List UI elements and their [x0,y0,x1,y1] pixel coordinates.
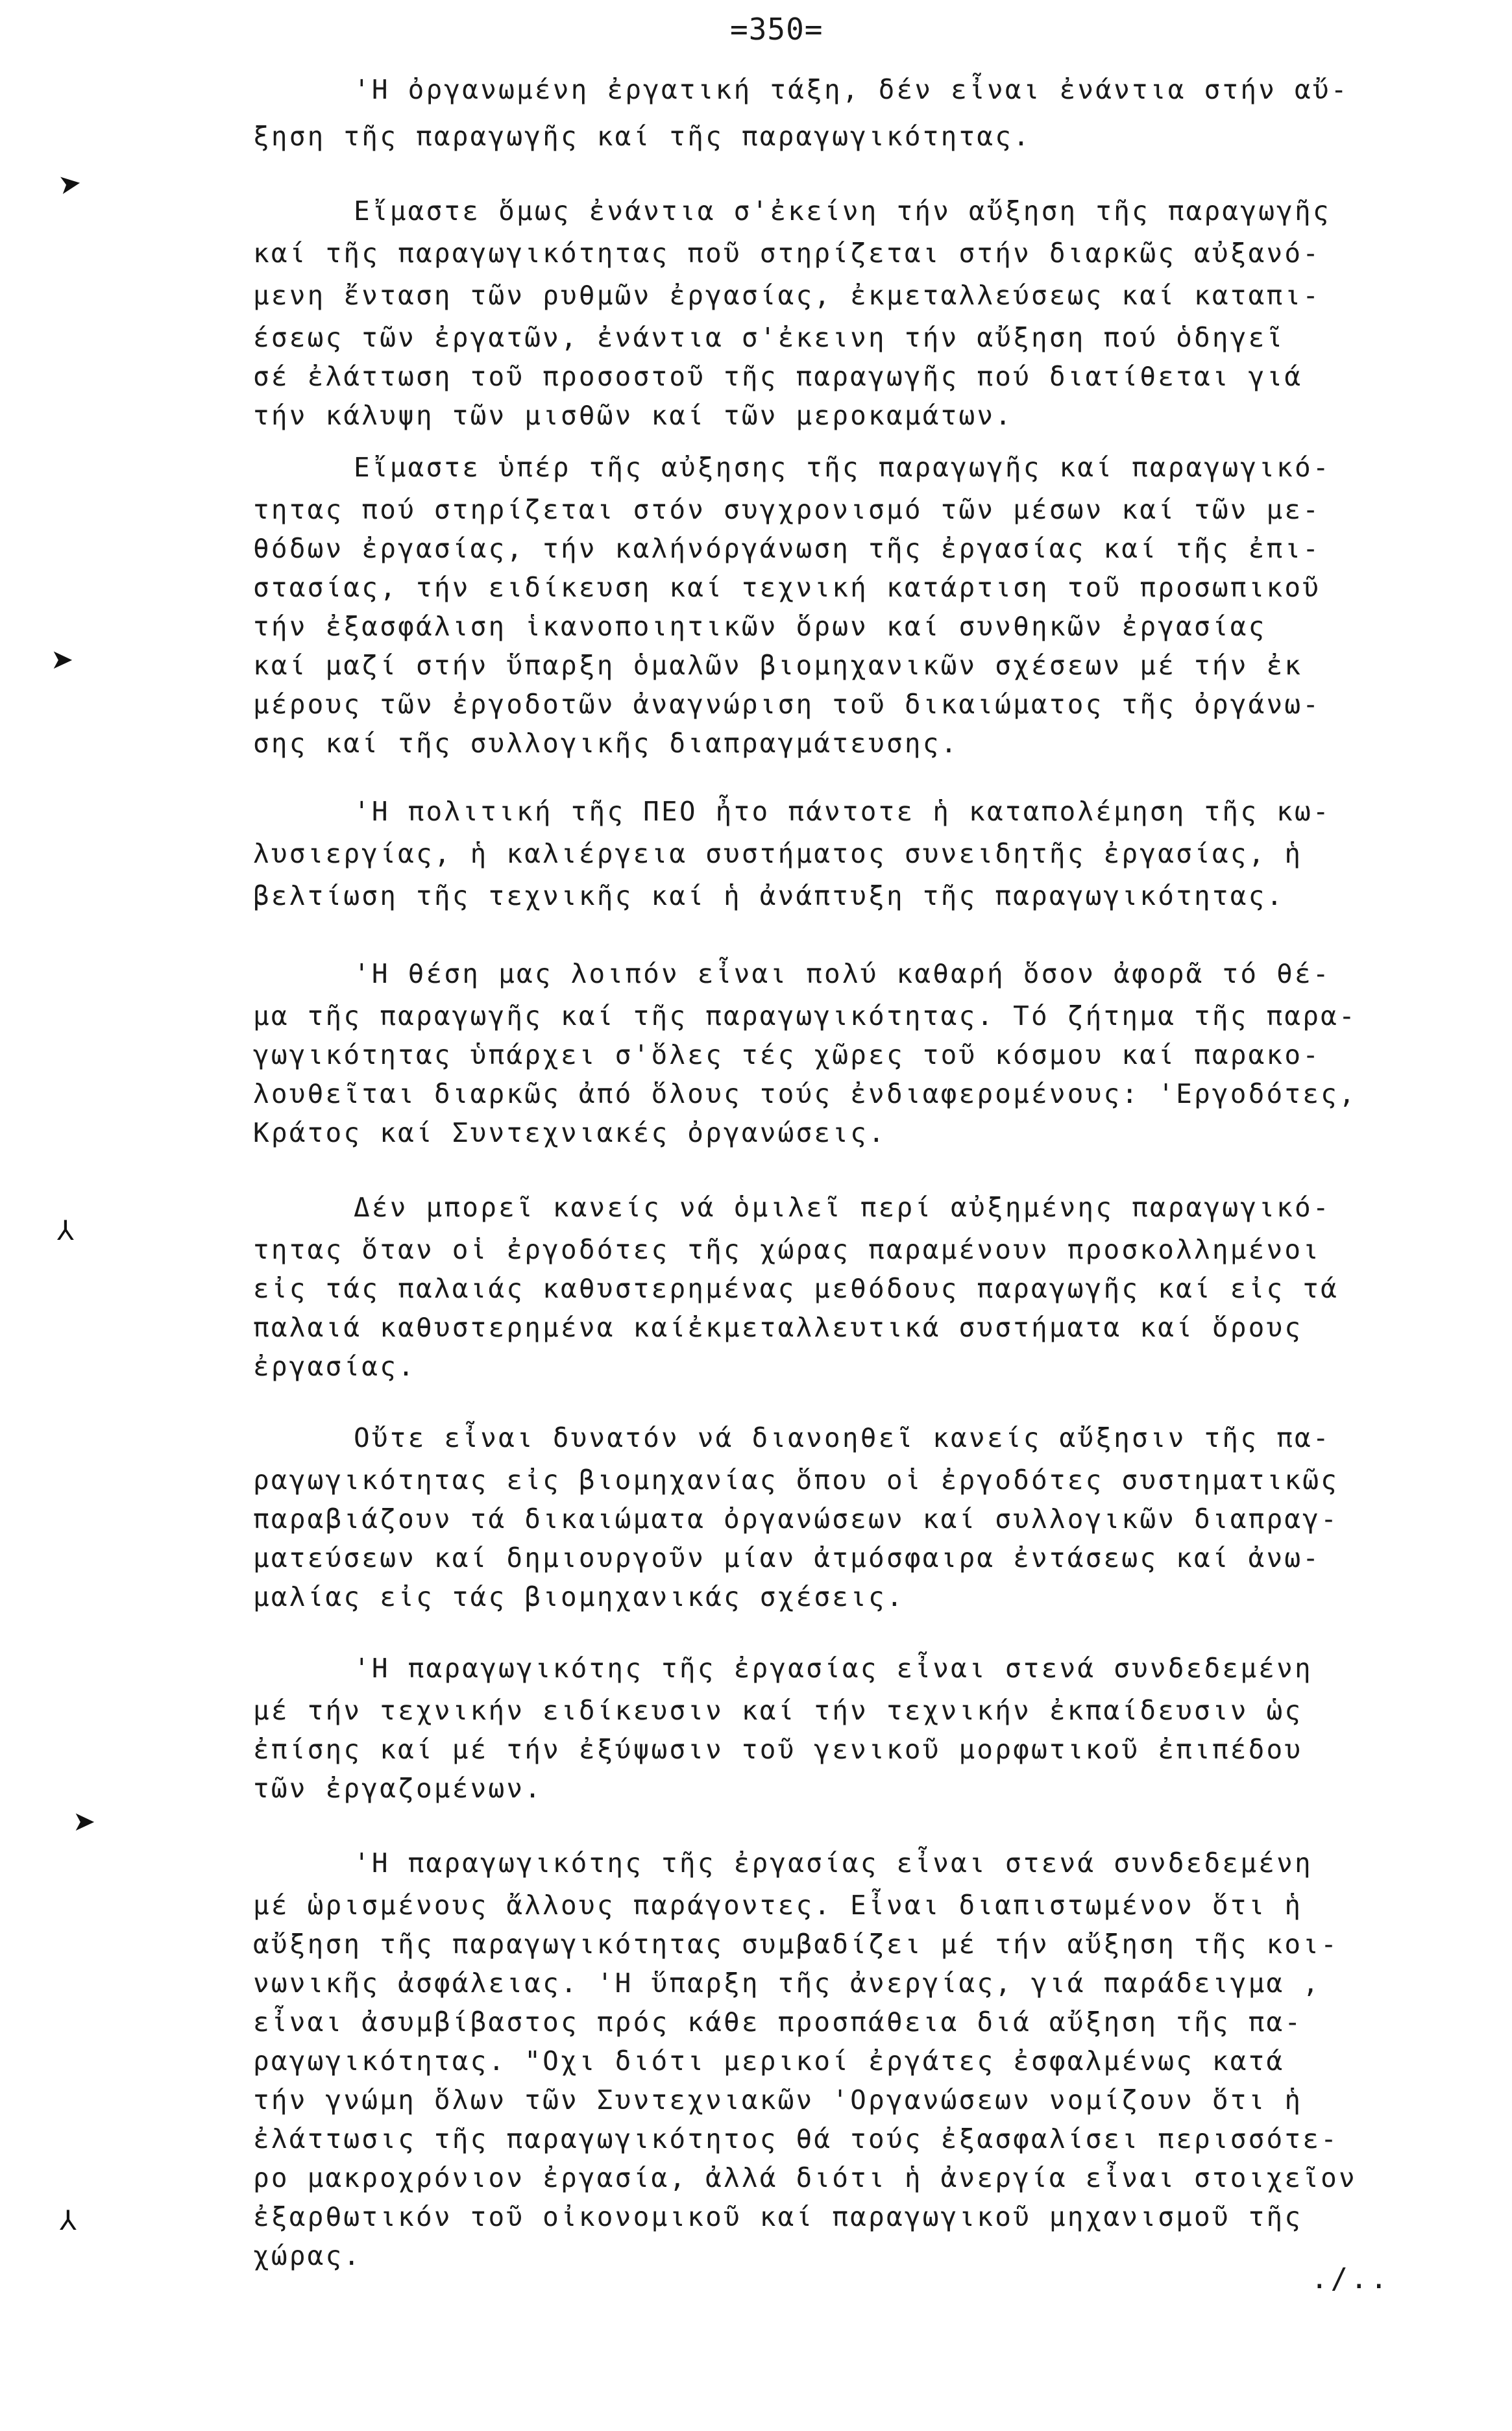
text-line: ραγωγικότητας εἰς βιομηχανίας ὅπου οἱ ἐργοδότες συστηματικῶς [253,1464,1339,1496]
text-line: Εἴμαστε ὑπέρ τῆς αὐξησης τῆς παραγωγῆς καί παραγωγικό- [354,452,1331,483]
text-line: αὔξηση τῆς παραγωγικότητας συμβαδίζει μέ τήν αὔξηση τῆς κοι- [253,1929,1339,1960]
text-line: 'Η παραγωγικότης τῆς ἐργασίας εἶναι στενά συνδεδεμένη [354,1847,1313,1879]
text-line: ρο μακροχρόνιον ἐργασία, ἀλλά διότι ἡ ἀνεργία εἶναι στοιχεῖον [253,2162,1357,2193]
text-line: τητας ὅταν οἱ ἐργοδότες τῆς χώρας παραμένουν προσκολλημένοι [253,1234,1321,1265]
text-line: 'Η παραγωγικότης τῆς ἐργασίας εἶναι στενά συνδεδεμένη [354,1653,1313,1684]
text-line: τήν κάλυψη τῶν μισθῶν καί τῶν μεροκαμάτων. [253,400,1014,431]
continuation-mark: ./.. [1311,2262,1390,2295]
text-line: βελτίωση τῆς τεχνικῆς καί ἡ ἀνάπτυξη τῆς παραγωγικότητας. [253,880,1285,911]
text-line: 'Η θέση μας λοιπόν εἶναι πολύ καθαρή ὅσον ἀφορᾶ τό θέ- [354,958,1331,989]
text-line: τήν ἐξασφάλιση ἱκανοποιητικῶν ὅρων καί συνθηκῶν ἐργασίας [253,611,1267,642]
text-line: μέ ὡρισμένους ἄλλους παράγοντες. Εἶναι διαπιστωμένον ὅτι ἡ [253,1890,1303,1921]
text-line: ἐπίσης καί μέ τήν ἐξύψωσιν τοῦ γενικοῦ μορφωτικοῦ ἐπιπέδου [253,1734,1303,1765]
text-line: εἰς τάς παλαιάς καθυστερημένας μεθόδους παραγωγῆς καί εἰς τά [253,1273,1339,1304]
text-line: στασίας, τήν ειδίκευση καί τεχνική κατάρτιση τοῦ προσωπικοῦ [253,572,1321,603]
text-line: γωγικότητας ὑπάρχει σ'ὅλες τές χῶρες τοῦ κόσμου καί παρακο- [253,1039,1321,1070]
text-line: νωνικῆς ἀσφάλειας. 'Η ὕπαρξη τῆς ἀνεργίας, γιά παράδειγμα , [253,1968,1321,1999]
page-number: =350= [730,12,823,47]
text-line: παραβιάζουν τά δικαιώματα ὀργανώσεων καί συλλογικῶν διαπραγ- [253,1503,1339,1535]
text-line: ματεύσεων καί δημιουργοῦν μίαν ἀτμόσφαιρα ἐντάσεως καί ἀνω- [253,1542,1321,1573]
margin-arrow-icon: ➤ [56,166,84,201]
text-line: καί μαζί στήν ὕπαρξη ὁμαλῶν βιομηχανικῶν σχέσεων μέ τήν ἐκ [253,650,1303,681]
text-line: λουθεῖται διαρκῶς ἀπό ὅλους τούς ἐνδιαφερομένους: 'Εργοδότες, [253,1078,1357,1109]
text-line: μενη ἔνταση τῶν ρυθμῶν ἐργασίας, ἐκμεταλλεύσεως καί καταπι- [253,280,1321,311]
text-line: μαλίας εἰς τάς βιομηχανικάς σχέσεις. [253,1581,905,1612]
text-line: 'Η πολιτική τῆς ΠΕΟ ἦτο πάντοτε ἡ καταπολέμηση τῆς κω- [354,796,1331,827]
text-line: τήν γνώμη ὅλων τῶν Συντεχνιακῶν 'Οργανώσεων νομίζουν ὅτι ἡ [253,2084,1303,2116]
text-line: τητας πού στηρίζεται στόν συγχρονισμό τῶν μέσων καί τῶν με- [253,494,1321,525]
text-line: μέρους τῶν ἐργοδοτῶν ἀναγνώριση τοῦ δικαιώματος τῆς ὀργάνω- [253,689,1321,720]
text-line: ἐλάττωσις τῆς παραγωγικότητος θά τούς ἐξασφαλίσει περισσότε- [253,2123,1339,2154]
text-line: λυσιεργίας, ἡ καλιέργεια συστήματος συνειδητῆς ἐργασίας, ἡ [253,838,1303,869]
text-line: χώρας. [253,2240,362,2271]
text-line: έσεως τῶν ἐργατῶν, ἐνάντια σ'ἐκεινη τήν αὔξηση πού ὁδηγεῖ [253,322,1285,353]
margin-arrow-icon: ➤ [51,643,74,675]
text-line: ἐξαρθωτικόν τοῦ οἰκονομικοῦ καί παραγωγικοῦ μηχανισμοῦ τῆς [253,2201,1303,2232]
margin-tick-icon: ⅄ [57,1215,74,1246]
text-line: καί τῆς παραγωγικότητας ποῦ στηρίζεται στήν διαρκῶς αὐξανό- [253,238,1321,269]
text-line: μα τῆς παραγωγῆς καί τῆς παραγωγικότητας. Τό ζήτημα τῆς παρα- [253,1000,1357,1031]
text-line: τῶν ἐργαζομένων. [253,1773,543,1804]
text-line: Κράτος καί Συντεχνιακές ὀργανώσεις. [253,1117,886,1148]
text-line: ραγωγικότητας. "Οχι διότι μερικοί ἐργάτες ἐσφαλμένως κατά [253,2045,1285,2077]
text-line: σης καί τῆς συλλογικῆς διαπραγμάτευσης. [253,728,959,759]
margin-tick-icon: ⅄ [60,2204,77,2236]
text-line: μέ τήν τεχνικήν ειδίκευσιν καί τήν τεχνικήν ἐκπαίδευσιν ὡς [253,1695,1303,1726]
text-line: Εἴμαστε ὅμως ἐνάντια σ'ἐκείνη τήν αὔξηση τῆς παραγωγῆς [354,195,1331,227]
text-line: σέ ἐλάττωση τοῦ προσοστοῦ τῆς παραγωγῆς πού διατίθεται γιά [253,361,1303,392]
text-line: 'Η ὀργανωμένη ἐργατική τάξη, δέν εἶναι ἐνάντια στήν αὔ- [354,74,1349,105]
text-line: εἶναι ἀσυμβίβαστος πρός κάθε προσπάθεια διά αὔξηση τῆς πα- [253,2006,1303,2038]
text-line: Οὔτε εἶναι δυνατόν νά διανοηθεῖ κανείς αὔξησιν τῆς πα- [354,1422,1331,1453]
text-line: θόδων ἐργασίας, τήν καλήνόργάνωση τῆς ἐργασίας καί τῆς ἐπι- [253,533,1321,564]
margin-arrow-icon: ➤ [73,1805,96,1837]
text-line: ξηση τῆς παραγωγῆς καί τῆς παραγωγικότητας. [253,121,1032,152]
text-line: ἐργασίας. [253,1351,416,1382]
text-line: Δέν μπορεῖ κανείς νά ὁμιλεῖ περί αὐξημένης παραγωγικό- [354,1192,1331,1223]
text-line: παλαιά καθυστερημένα καίἐκμεταλλευτικά συστήματα καί ὅρους [253,1312,1303,1343]
